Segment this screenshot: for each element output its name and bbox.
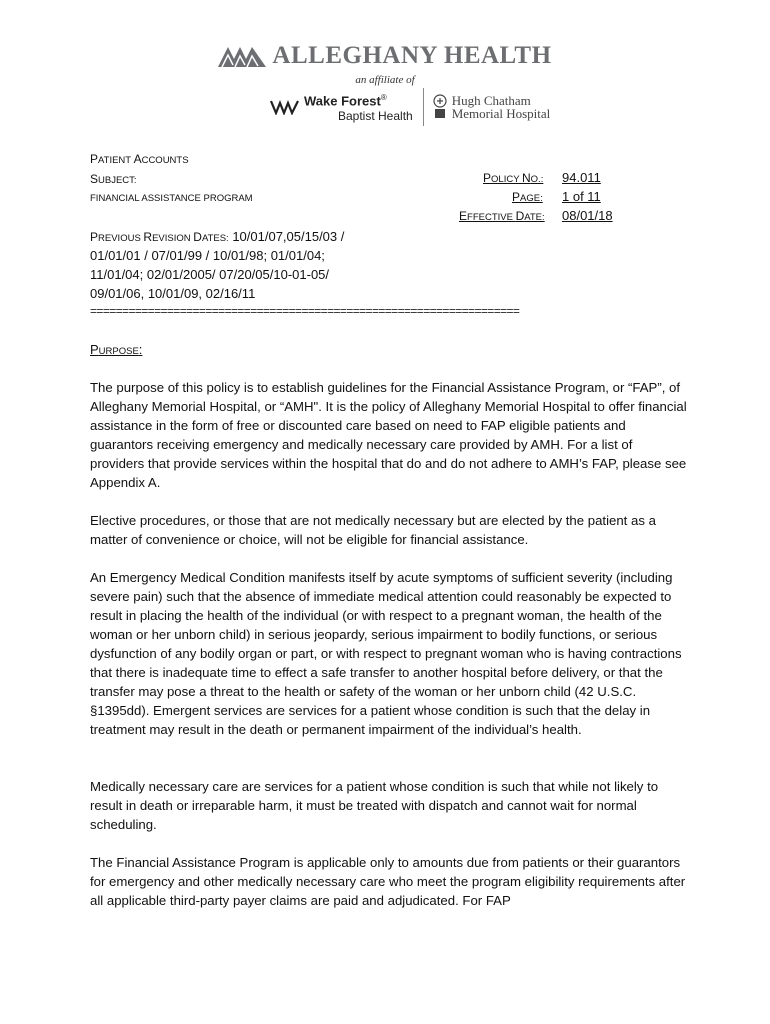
wake-forest-sub: Baptist Health: [338, 108, 413, 123]
paragraph-1: The purpose of this policy is to establish guidelines for the Financial Assistance Program, or “FAP”, of Alleghany Memorial Hospital, or “AMH". It is the policy of Alleghany Memorial Hospital to offer financial assistance in the form of free or discounted care based on need to FAP eligible patients and guarantors receiving emergency and medically necessary care provided by AMH. For a list of providers that provide services within the hospital that do and do not adhere to AMH’s FAP, please see Appendix A.: [90, 380, 687, 490]
wake-forest-w-icon: [270, 99, 300, 115]
wake-forest-name: Wake Forest: [304, 93, 381, 109]
logo-divider: [423, 88, 424, 126]
paragraph-5: The Financial Assistance Program is applicable only to amounts due from patients or their guarantors for emergency and other medically necessary care who meet the program eligibility requirements after all applicable third-party payer claims are paid and adjudicated. For FAP: [90, 855, 686, 908]
hugh-chatham-line1: Hugh Chatham: [451, 93, 531, 108]
purpose-heading: PURPOSE:: [90, 342, 143, 357]
hugh-chatham-emblem-icon: [432, 94, 448, 120]
department-label: PATIENT ACCOUNTS: [90, 152, 189, 166]
separator-rule: ===================================================================: [90, 304, 520, 318]
alleghany-logo: [0, 42, 770, 70]
effective-date-label: EFFECTIVE DATE:: [459, 209, 545, 223]
hugh-chatham-logo: [432, 94, 551, 120]
revision-dates-line3: 11/01/04; 02/01/2005/ 07/20/05/10-01-05/: [90, 267, 330, 282]
partner-logos: [270, 88, 550, 126]
paragraph-2: Elective procedures, or those that are not medically necessary but are elected by the patient as a matter of convenience or choice, will not be eligible for financial assistance.: [90, 513, 656, 547]
revision-dates-line2: 01/01/01 / 07/01/99 / 10/01/98; 01/01/04;: [90, 248, 325, 263]
subject-value: FINANCIAL ASSISTANCE PROGRAM: [90, 193, 253, 204]
subject-label: SUBJECT:: [90, 172, 137, 186]
policy-no-value: 94.011: [562, 170, 601, 185]
affiliate-caption: an affiliate of: [355, 74, 415, 86]
paragraph-3: An Emergency Medical Condition manifests itself by acute symptoms of sufficient severity (including severe pain) such that the absence of immediate medical attention could reasonably be expected to result in placing the health of the individual (or with respect to a pregnant woman, the health of the woman or her unborn child) in serious jeopardy, serious impairment to bodily functions, or serious dysfunction of any bodily organ or part, or with respect to pregnant woman who is having contractions that there is inadequate time to effect a safe transfer to another hospital before delivery, or that the transfer may pose a threat to the health or safety of the woman or her unborn child (42 U.S.C. §1395dd). Emergent services are services for a patient whose condition is such that the delay in treatment may result in the death or permanent impairment of the individual’s health.: [90, 570, 682, 737]
paragraph-4: Medically necessary care are services for a patient whose condition is such that while not likely to result in death or irreparable harm, it must be treated with dispatch and cannot wait for normal scheduling.: [90, 779, 659, 832]
page-label: PAGE:: [512, 190, 543, 204]
wake-forest-logo: [270, 91, 413, 122]
revision-dates-line1: PREVIOUS REVISION DATES: 10/01/07,05/15/03 /: [90, 229, 345, 244]
brand-name: ALLEGHANY HEALTH: [272, 42, 552, 69]
effective-date-value: 08/01/18: [562, 208, 613, 223]
alleghany-mountains-icon: [218, 45, 266, 67]
hugh-chatham-line2: Memorial Hospital: [451, 106, 551, 121]
registered-mark: ®: [380, 93, 387, 103]
revision-dates-line4: 09/01/06, 10/01/09, 02/16/11: [90, 286, 256, 301]
page-value: 1 of 11: [562, 189, 601, 204]
policy-no-label: POLICY NO.:: [483, 171, 544, 185]
